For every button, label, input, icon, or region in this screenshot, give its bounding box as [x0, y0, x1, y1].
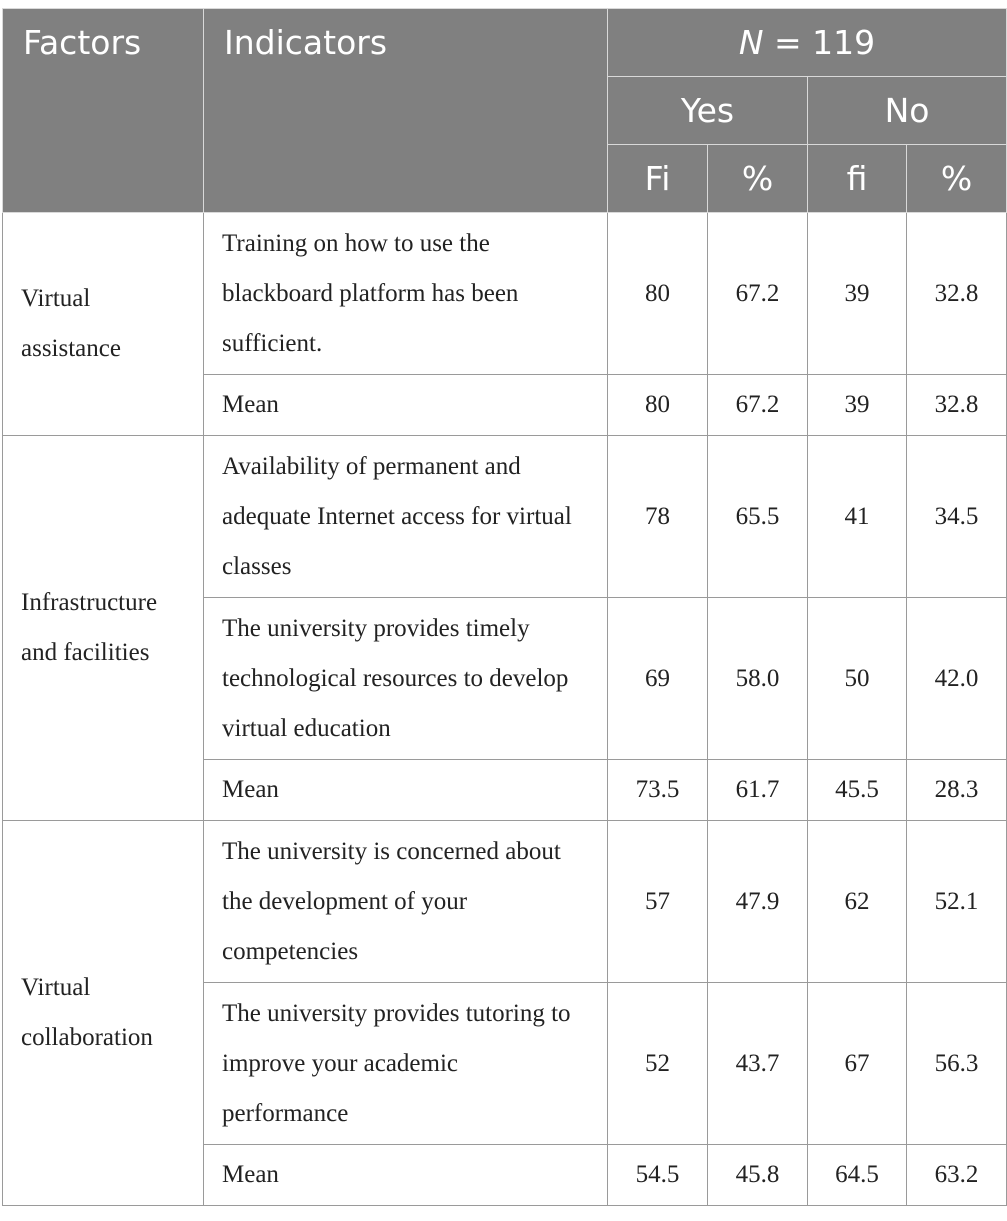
- indicator-cell: The university is concerned about the development of your competencies: [204, 821, 608, 983]
- pct-no-cell: 52.1: [907, 821, 1007, 983]
- header-fi-no: fi: [808, 145, 907, 213]
- indicator-cell: Availability of permanent and adequate Internet access for virtual classes: [204, 436, 608, 598]
- pct-no-cell: 56.3: [907, 983, 1007, 1145]
- table-row: [3, 821, 1007, 983]
- header-yes: Yes: [608, 77, 808, 145]
- fi-yes-cell: 80: [608, 213, 708, 375]
- table-row: [3, 436, 1007, 598]
- results-table: [2, 8, 1007, 1206]
- fi-no-cell: 45.5: [808, 760, 907, 821]
- fi-no-cell: 64.5: [808, 1145, 907, 1206]
- indicator-cell: The university provides tutoring to improve your academic performance: [204, 983, 608, 1145]
- pct-no-cell: 28.3: [907, 760, 1007, 821]
- pct-no-cell: 42.0: [907, 598, 1007, 760]
- pct-yes-cell: 45.8: [708, 1145, 808, 1206]
- header-pct-no: %: [907, 145, 1007, 213]
- fi-yes-cell: 52: [608, 983, 708, 1145]
- pct-yes-cell: 43.7: [708, 983, 808, 1145]
- pct-yes-cell: 67.2: [708, 375, 808, 436]
- pct-yes-cell: 47.9: [708, 821, 808, 983]
- fi-no-cell: 41: [808, 436, 907, 598]
- indicator-cell: Training on how to use the blackboard platform has been sufficient.: [204, 213, 608, 375]
- pct-no-cell: 63.2: [907, 1145, 1007, 1206]
- pct-yes-cell: 58.0: [708, 598, 808, 760]
- indicator-cell: The university provides timely technological resources to develop virtual education: [204, 598, 608, 760]
- indicator-cell: Mean: [204, 760, 608, 821]
- pct-yes-cell: 65.5: [708, 436, 808, 598]
- header-pct-yes: %: [708, 145, 808, 213]
- pct-no-cell: 32.8: [907, 375, 1007, 436]
- header-no: No: [808, 77, 1007, 145]
- fi-no-cell: 67: [808, 983, 907, 1145]
- pct-yes-cell: 67.2: [708, 213, 808, 375]
- fi-no-cell: 39: [808, 375, 907, 436]
- header-sample-size: [608, 9, 1007, 77]
- header-fi-yes: Fi: [608, 145, 708, 213]
- header-indicators: Indicators: [204, 9, 608, 213]
- table-body: [3, 213, 1007, 1206]
- factor-cell: Virtual assistance: [3, 213, 204, 436]
- indicator-cell: Mean: [204, 375, 608, 436]
- fi-yes-cell: 54.5: [608, 1145, 708, 1206]
- fi-yes-cell: 78: [608, 436, 708, 598]
- fi-yes-cell: 80: [608, 375, 708, 436]
- fi-yes-cell: 69: [608, 598, 708, 760]
- pct-yes-cell: 61.7: [708, 760, 808, 821]
- table-row: [3, 213, 1007, 375]
- fi-yes-cell: 57: [608, 821, 708, 983]
- header-n-label: N: [738, 23, 764, 62]
- fi-no-cell: 39: [808, 213, 907, 375]
- factor-cell: Virtual collaboration: [3, 821, 204, 1206]
- header-n-value: = 119: [774, 23, 876, 62]
- factor-cell: Infrastructure and facilities: [3, 436, 204, 821]
- table-header: [3, 9, 1007, 213]
- fi-yes-cell: 73.5: [608, 760, 708, 821]
- pct-no-cell: 34.5: [907, 436, 1007, 598]
- pct-no-cell: 32.8: [907, 213, 1007, 375]
- fi-no-cell: 50: [808, 598, 907, 760]
- header-factors: Factors: [3, 9, 204, 213]
- indicator-cell: Mean: [204, 1145, 608, 1206]
- fi-no-cell: 62: [808, 821, 907, 983]
